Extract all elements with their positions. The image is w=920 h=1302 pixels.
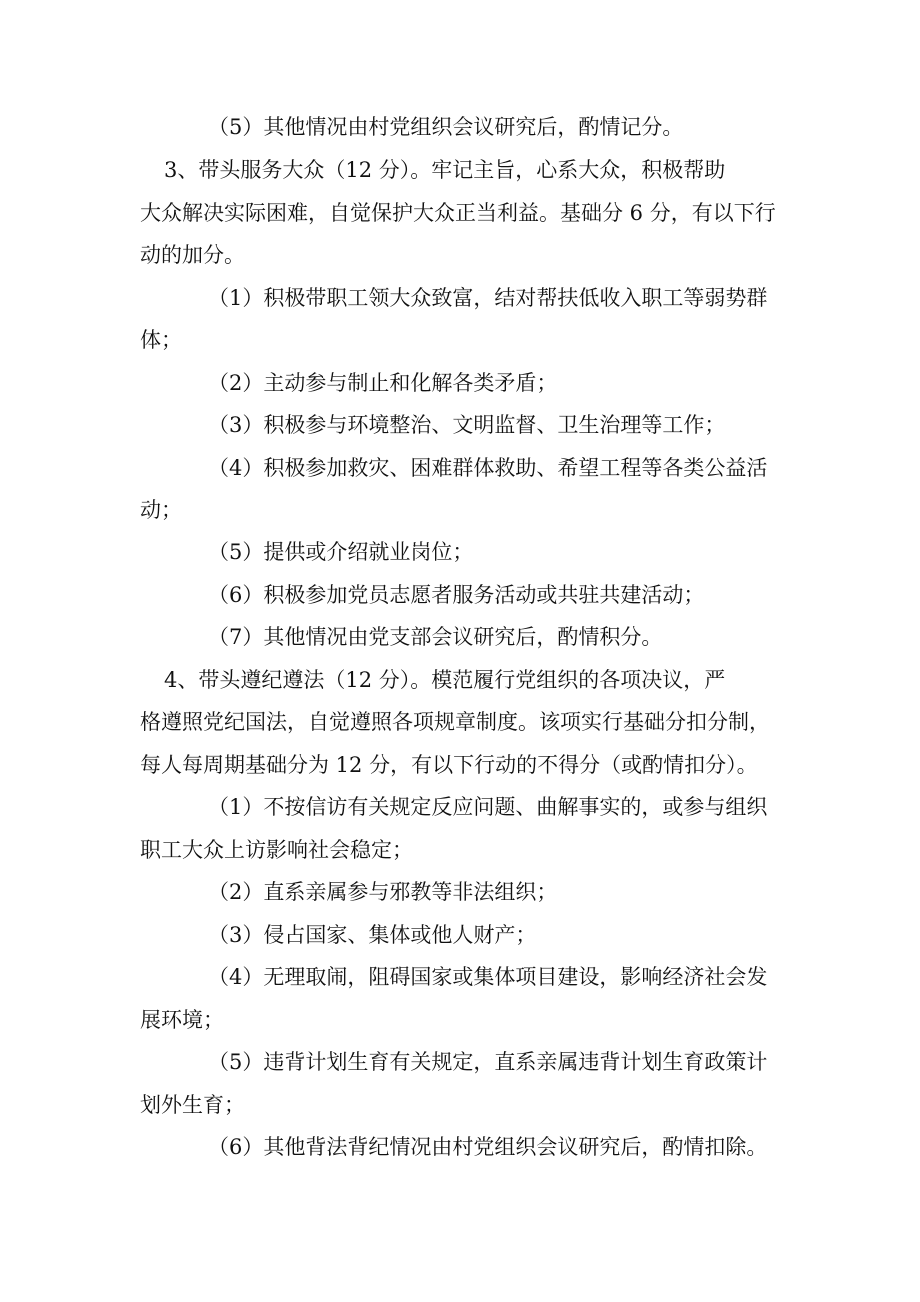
text-line: （2）主动参与制止和化解各类矛盾；	[208, 371, 558, 395]
text-line: 体；	[140, 328, 182, 352]
text-line: 大众解决实际困难，自觉保护大众正当利益。基础分 6 分，有以下行	[140, 201, 776, 225]
text-line: （3）积极参与环境整治、文明监督、卫生治理等工作；	[208, 413, 726, 437]
text-line: （5）违背计划生育有关规定，直系亲属违背计划生育政策计	[208, 1050, 768, 1074]
text-line: （5）其他情况由村党组织会议研究后，酌情记分。	[208, 115, 684, 139]
text-line: （6）其他背法背纪情况由村党组织会议研究后，酌情扣除。	[208, 1135, 768, 1159]
text-line: 每人每周期基础分为 12 分，有以下行动的不得分（或酌情扣分）。	[140, 753, 758, 777]
text-line: （4）积极参加救灾、困难群体救助、希望工程等各类公益活	[208, 456, 768, 480]
text-line: （1）积极带职工领大众致富，结对帮扶低收入职工等弱势群	[208, 286, 768, 310]
section-4-heading-line: 4、带头遵纪遵法（12 分）。模范履行党组织的各项决议，严	[164, 668, 726, 692]
text-line: （1）不按信访有关规定反应问题、曲解事实的，或参与组织	[208, 795, 768, 819]
text-line: 划外生育；	[140, 1093, 245, 1117]
text-line: （6）积极参加党员志愿者服务活动或共驻共建活动；	[208, 583, 705, 607]
text-line: （4）无理取闹，阻碍国家或集体项目建设，影响经济社会发	[208, 965, 768, 989]
text-line: （3）侵占国家、集体或他人财产；	[208, 923, 537, 947]
section-3-heading-line: 3、带头服务大众（12 分）。牢记主旨，心系大众，积极帮助	[164, 158, 726, 182]
text-line: （7）其他情况由党支部会议研究后，酌情积分。	[208, 625, 663, 649]
text-line: 格遵照党纪国法，自觉遵照各项规章制度。该项实行基础分扣分制，	[140, 710, 770, 734]
text-line: （2）直系亲属参与邪教等非法组织；	[208, 880, 558, 904]
text-line: （5）提供或介绍就业岗位；	[208, 540, 474, 564]
text-line: 展环境；	[140, 1008, 224, 1032]
text-line: 动的加分。	[140, 243, 245, 267]
text-line: 动；	[140, 498, 182, 522]
text-line: 职工大众上访影响社会稳定；	[140, 838, 413, 862]
